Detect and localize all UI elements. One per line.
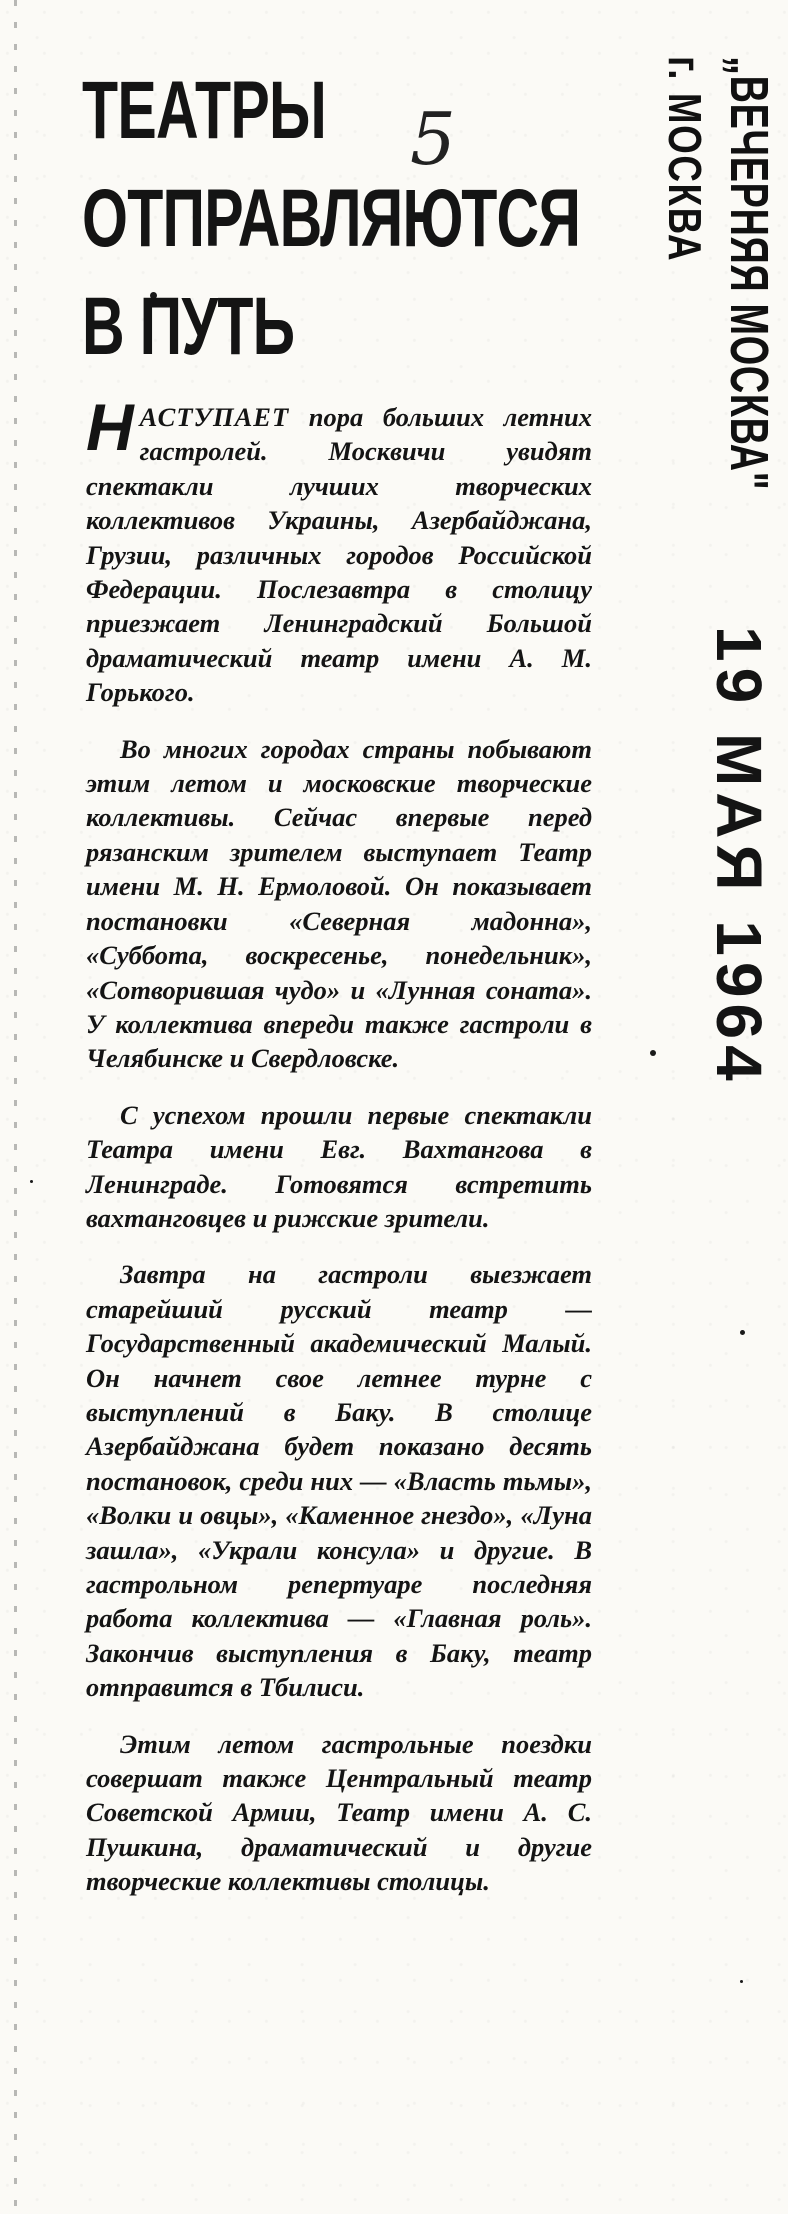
stamp-newspaper-name: „ВЕЧЕРНЯЯ МОСКВА" [719, 56, 779, 491]
article-paragraph: Завтра на гастроли выезжает старейший русский театр — Государственный академический Малый. Он начнет свое летнее турне с выступлений в Баку. В столице Азербайджана будет показано десять постановок, среди них — «Власть тьмы», «Волки и овцы», «Каменное гнездо», «Луна зашла», «Украли консула» и другие. В гастрольном репертуаре последняя работа коллектива — «Главная роль». Закончив выступления в Баку, театр отправится в Тбилиси. [86, 1259, 592, 1703]
ink-speck [30, 1180, 33, 1183]
date-stamp [640, 56, 780, 1087]
article-paragraph: Во многих городах страны побывают этим летом и московские творческие коллективы. Сейчас впервые перед рязанским зрителем выступает Театр имени М. Н. Ермоловой. Он показывает постановки «Северная мадонна», «Суббота, воскресенье, понедельник», «Сотворившая чудо» и «Лунная соната». У коллектива впереди также гастроли в Челябинске и Свердловске. [86, 733, 592, 1074]
stamp-city: г. МОСКВА [659, 56, 711, 263]
handwritten-note [400, 92, 490, 182]
lead-word: АСТУПАЕТ [139, 402, 290, 432]
article-paragraph: Этим летом гастрольные поездки совершат также Центральный театр Советской Армии, Театр имени А. С. Пушкина, драматический и другие творческие коллективы столицы. [86, 1728, 592, 1897]
headline [82, 65, 581, 394]
headline-line-3: В ПУТЬ [82, 281, 295, 372]
headline-line-1: ТЕАТРЫ [82, 65, 327, 156]
article-paragraph [86, 390, 592, 710]
article-paragraph: С успехом прошли первые спектакли Театра имени Евг. Вахтангова в Ленинграде. Готовятся встретить вахтанговцев и рижские зрители. [86, 1099, 592, 1233]
paragraph-text: пора больших летних гастролей. Москвичи увидят спектакли лучших творческих коллективов Украины, Азербайджана, Грузии, различных городов Российской Федерации. Послезавтра в столицу приезжает Ленинградский Большой драматический театр имени А. М. Горького. [86, 402, 592, 708]
article-body [86, 390, 592, 1899]
ink-speck [740, 1330, 745, 1335]
drop-cap: Н [86, 390, 134, 464]
handwritten-number: 5 [410, 97, 456, 181]
stamp-date: 19 МАЯ 1964 [703, 626, 775, 1087]
ink-speck [740, 1980, 743, 1983]
torn-edge [14, 0, 17, 2214]
headline-line-2: ОТПРАВЛЯЮТСЯ [82, 173, 581, 264]
